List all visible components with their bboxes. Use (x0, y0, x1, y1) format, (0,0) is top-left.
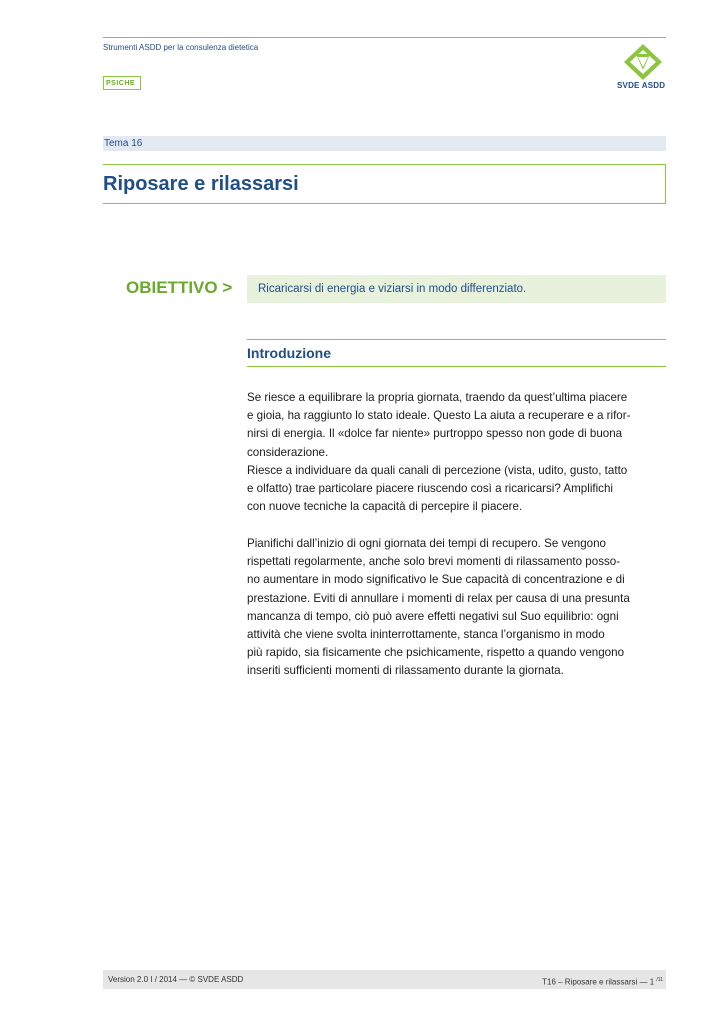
text-line: prestazione. Eviti di annullare i momenti di relax per causa di una presunta (247, 591, 630, 605)
intro-rule-bottom (247, 366, 666, 367)
logo-text: SVDE ASDD (617, 81, 666, 90)
footer-title-page: T16 – Riposare e rilassarsi — 1 (542, 977, 655, 987)
header-rule (103, 37, 666, 38)
section-tag: PSICHE (103, 76, 141, 90)
footer-page-total: /11 (656, 977, 663, 983)
intro-rule-top (247, 339, 666, 340)
obiettivo-label: OBIETTIVO > (126, 278, 233, 297)
text-line: no aumentare in modo significativo le Sue capacità di concentrazione e di (247, 573, 625, 587)
intro-heading: Introduzione (247, 345, 331, 361)
footer-version: Version 2.0 I / 2014 — © SVDE ASDD (108, 975, 244, 984)
text-line: e gioia, ha raggiunto lo stato ideale. Questo La aiuta a recuperare e a rifor- (247, 409, 631, 423)
text-line: Pianifichi dall’inizio di ogni giornata dei tempi di recupero. Se vengono (247, 537, 606, 550)
text-line: con nuove tecniche la capacità di percepire il piacere. (247, 500, 523, 514)
text-line: e olfatto) trae particolare piacere riuscendo così a ricaricarsi? Amplifichi (247, 482, 614, 496)
obiettivo-text: Ricaricarsi di energia e viziarsi in modo differenziato. (258, 283, 527, 295)
intro-paragraph-2 (247, 535, 672, 681)
text-line: inseriti sufficienti momenti di rilassamento durante la giornata. (247, 664, 564, 678)
text-line: Riesce a individuare da quali canali di percezione (vista, udito, gusto, tatto (247, 463, 628, 477)
tema-bar (103, 136, 666, 151)
page-title: Riposare e rilassarsi (103, 173, 299, 195)
text-line: Se riesce a equilibrare la propria giornata, traendo da quest’ultima piacere (247, 391, 628, 404)
intro-paragraph-1 (247, 389, 672, 516)
text-line: mancanza di tempo, ciò può avere effetti negativi sul Suo equilibrio: ogni (247, 609, 619, 623)
footer-page-info (542, 975, 663, 988)
text-line: rispettati regolarmente, anche solo brevi momenti di rilassamento posso- (247, 555, 621, 569)
text-line: considerazione. (247, 445, 329, 459)
text-line: più rapido, sia fisicamente che psichicamente, rispetto a quando vengono (247, 646, 625, 660)
header-text: Strumenti ASDD per la consulenza dietetica (103, 43, 259, 52)
text-line: attività che viene svolta ininterrottamente, stanca l’organismo in modo (247, 628, 605, 642)
text-line: nirsi di energia. Il «dolce far niente» purtroppo spesso non gode di buona (247, 427, 623, 441)
tema-label: Tema 16 (104, 138, 143, 149)
